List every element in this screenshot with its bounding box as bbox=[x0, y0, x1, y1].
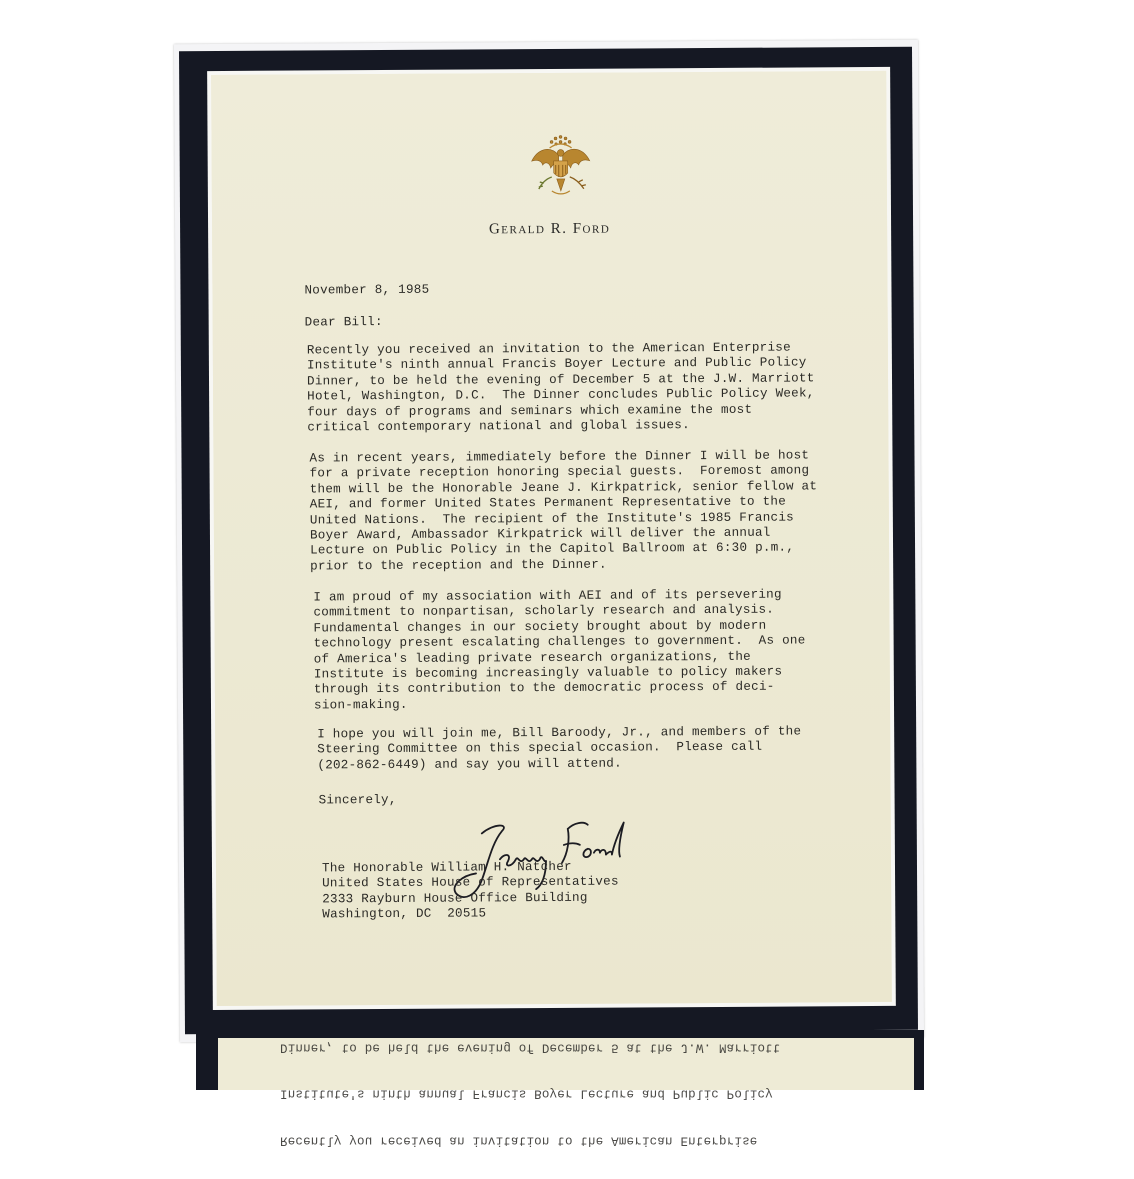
frame-mat bbox=[207, 67, 896, 1010]
letter-paragraph-1: Recently you received an invitation to the American Enterprise Institute's ninth annual Francis Boyer Lecture and Public Policy Dinner, to be held the evening of December 5 at the J.W. Marriott Hotel, Washington, D.C. The Dinner concludes Public Policy Week, four days of programs and seminars which examine the most critical contemporary national and global issues. bbox=[306, 340, 815, 435]
reflection-paper bbox=[218, 1038, 914, 1148]
letterhead-name: Gerald R. Ford bbox=[488, 220, 611, 238]
letter-page bbox=[211, 71, 892, 1006]
recipient-address: The Honorable William H. Natcher United States House of Representatives 2333 Rayburn House Office Building Washington, DC 20515 bbox=[321, 859, 619, 922]
frame-border bbox=[179, 47, 918, 1034]
presidential-eagle-seal-icon bbox=[527, 131, 593, 203]
letter-paragraph-4: I hope you will join me, Bill Baroody, Jr., and members of the Steering Committee on this special occasion. Please call (202-862-6449) and say you will attend. bbox=[317, 724, 802, 773]
reflection-text: Recently you received an invitation to the American Enterprise Institute's ninth annual Francis Boyer Lecture and Public Policy Dinner, to be held the evening of December 5 at the J.W. Marriott bbox=[280, 1040, 781, 1148]
letter-closing: Sincerely, bbox=[318, 792, 397, 808]
letter-date: November 8, 1985 bbox=[304, 282, 430, 298]
frame-reflection bbox=[196, 1030, 924, 1148]
letter-paragraph-3: I am proud of my association with AEI and of its persevering commitment to nonpartisan, scholarly research and analysis. Fundamental changes in our society brought about by modern technology present escalating challenges to government. As one of America's leading private research organizations, the Institute is becoming increasingly valuable to policy makers through its contribution to the democratic process of deci- sion-making. bbox=[313, 587, 806, 713]
letter-salutation: Dear Bill: bbox=[304, 315, 383, 330]
letter-paragraph-2: As in recent years, immediately before the Dinner I will be host for a private reception honoring special guests. Foremost among them will be the Honorable Jeane J. Kirkpatrick, senior fellow at AEI, and former United States Permanent Representative to the United Nations. The recipient of the Institute's 1985 Francis Boyer Award, Ambassador Kirkpatrick will deliver the annual Lecture on Public Policy in the Capitol Ballroom at 6:30 p.m., prior to the reception and the Dinner. bbox=[309, 448, 818, 574]
picture-frame bbox=[174, 40, 924, 1043]
